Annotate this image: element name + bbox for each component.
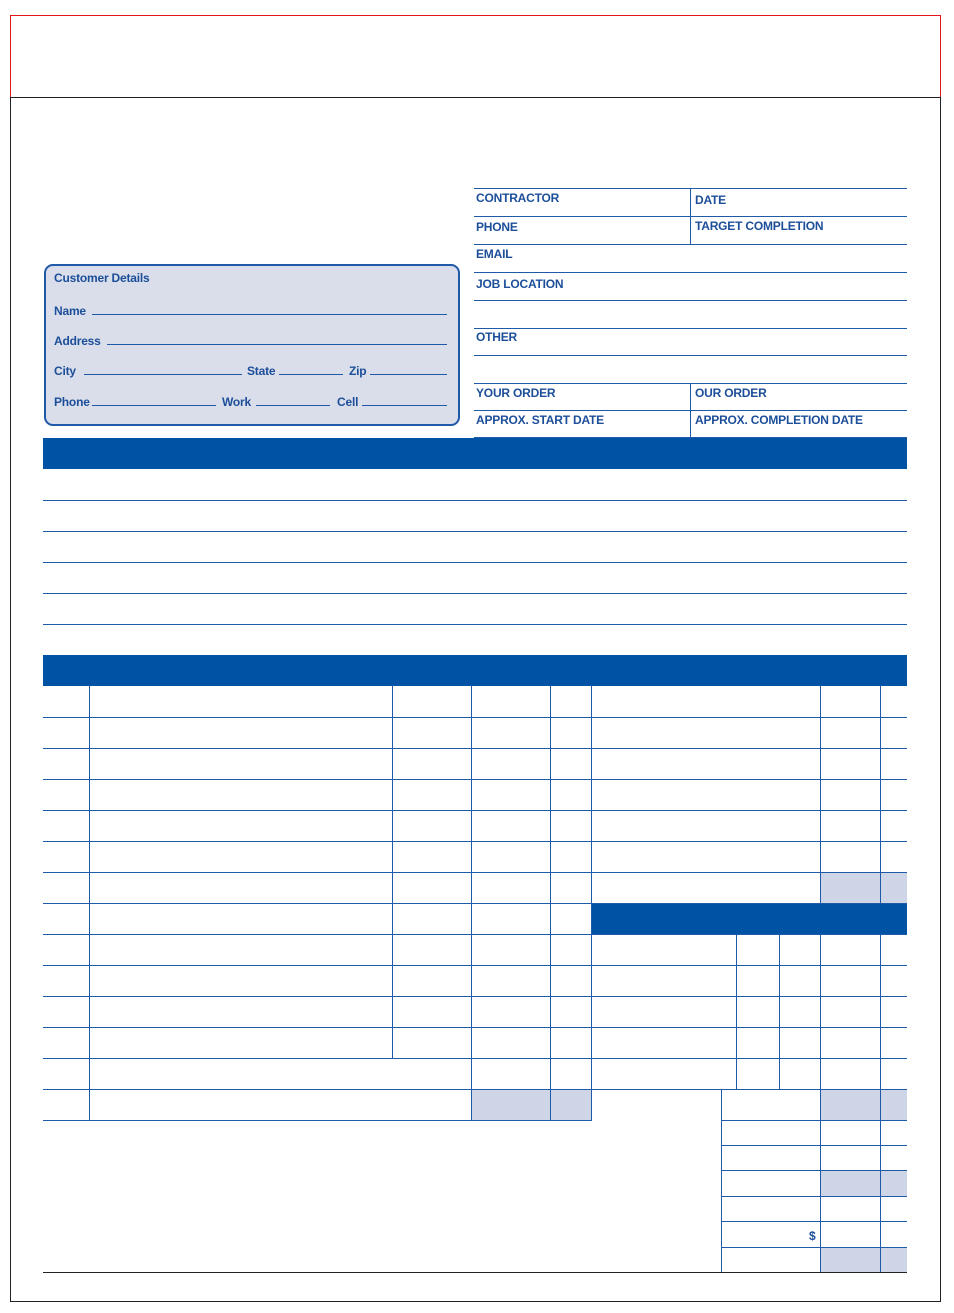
customer-details-box: [44, 264, 460, 426]
shaded-cell: [821, 873, 880, 904]
customer-cell-field[interactable]: [362, 405, 447, 406]
customer-zip-field[interactable]: [370, 374, 447, 375]
customer-zip-label: Zip: [349, 364, 367, 378]
shaded-cell: [881, 1171, 907, 1196]
materials-header-band: [43, 655, 907, 686]
customer-phone-label: Phone: [54, 395, 90, 409]
customer-name-label: Name: [54, 304, 86, 318]
date-label: DATE: [695, 193, 726, 207]
shaded-cell: [821, 1171, 880, 1196]
customer-state-field[interactable]: [279, 374, 343, 375]
job-location-label: JOB LOCATION: [476, 277, 564, 291]
customer-work-label: Work: [222, 395, 251, 409]
customer-state-label: State: [247, 364, 276, 378]
approx-start-date-label: APPROX. START DATE: [476, 413, 604, 427]
shaded-cell: [821, 1248, 880, 1272]
phone-label: PHONE: [476, 220, 518, 234]
other-label: OTHER: [476, 330, 518, 344]
customer-details-title: Customer Details: [54, 271, 150, 285]
shaded-cell: [821, 1090, 880, 1121]
customer-city-label: City: [54, 364, 76, 378]
customer-phone-field[interactable]: [92, 405, 216, 406]
shaded-cell: [472, 1090, 550, 1121]
customer-address-label: Address: [54, 334, 101, 348]
customer-work-field[interactable]: [256, 405, 330, 406]
shaded-cell: [881, 873, 907, 904]
grand-total-currency: $: [809, 1229, 816, 1243]
contractor-label: CONTRACTOR: [476, 191, 560, 205]
approx-completion-date-label: APPROX. COMPLETION DATE: [695, 413, 863, 427]
target-completion-label: TARGET COMPLETION: [695, 219, 824, 233]
job-description-header-band: [43, 438, 907, 469]
top-red-box: [10, 15, 941, 98]
shaded-cell: [551, 1090, 591, 1121]
customer-address-field[interactable]: [107, 344, 447, 345]
customer-cell-label: Cell: [337, 395, 359, 409]
customer-name-field[interactable]: [92, 314, 447, 315]
shaded-cell: [881, 1248, 907, 1272]
labor-header-band: [592, 904, 907, 935]
your-order-label: YOUR ORDER: [476, 386, 556, 400]
our-order-label: OUR ORDER: [695, 386, 767, 400]
shaded-cell: [881, 1090, 907, 1121]
customer-city-field[interactable]: [84, 374, 242, 375]
email-label: EMAIL: [476, 247, 513, 261]
